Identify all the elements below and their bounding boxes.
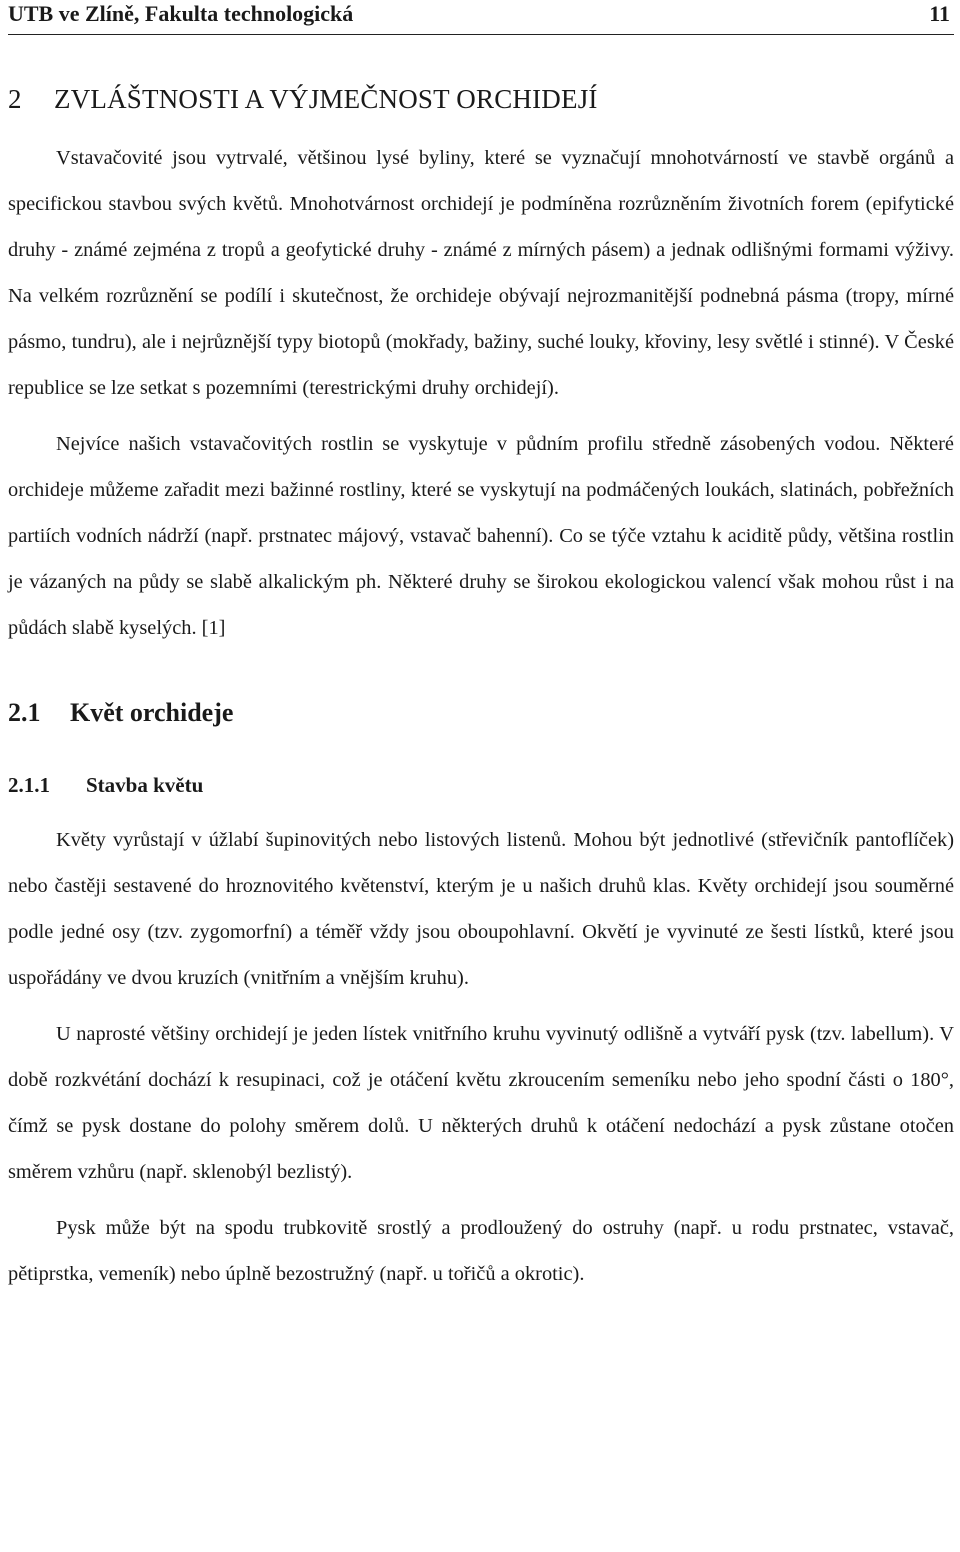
section-heading: [8, 693, 954, 733]
paragraph: U naprosté většiny orchidejí je jeden lístek vnitřního kruhu vyvinutý odlišně a vytváří pysk (tzv. labellum). V době rozkvétání dochází k resupinaci, což je otáčení květu zkroucením semeníku nebo jeho spodní části o 180°, čímž se pysk dostane do polohy směrem dolů. U některých druhů k otáčení nedochází a pysk zůstane otočen směrem vzhůru (např. sklenobýl bezlistý).: [8, 1023, 954, 1183]
chapter-heading: [8, 79, 954, 119]
subsection-title: Stavba květu: [86, 773, 204, 797]
paragraph: Vstavačovité jsou vytrvalé, většinou lysé byliny, které se vyznačují mnohotvárností ve stavbě orgánů a specifickou stavbou svých květů. Mnohotvárnost orchidejí je podmíněna rozrůzněním životních forem (epifytické druhy - známé zejména z tropů a geofytické druhy - známé z mírných pásem) a jednak odlišnými formami výživy. Na velkém rozrůznění se podílí i skutečnost, že orchideje obývají nejrozmanitější podnebná pásma (tropy, mírné pásmo, tundru), ale i nejrůznější typy biotopů (mokřady, bažiny, suché louky, křoviny, lesy světlé i stinné). V České republice se lze setkat s pozemními (terestrickými druhy orchidejí).: [8, 147, 954, 399]
paragraph: Nejvíce našich vstavačovitých rostlin se vyskytuje v půdním profilu středně zásobených vodou. Některé orchideje můžeme zařadit mezi bažinné rostliny, které se vyskytují na podmáčených loukách, slatinách, pobřežních partiích vodních nádrží (např. prstnatec májový, vstavač bahenní). Co se týče vztahu k aciditě půdy, většina rostlin je vázaných na půdy se slabě alkalickým ph. Některé druhy se širokou ekologickou valencí však mohou růst i na půdách slabě kyselých. [1]: [8, 433, 954, 639]
document-page: [8, 0, 954, 1297]
running-header: [8, 0, 954, 35]
chapter-title: ZVLÁŠTNOSTI A VÝJMEČNOST ORCHIDEJÍ: [54, 84, 598, 114]
subsection-number: 2.1.1: [8, 773, 50, 797]
page-number: 11: [929, 1, 950, 26]
header-institution: UTB ve Zlíně, Fakulta technologická: [8, 1, 354, 26]
paragraph: Pysk může být na spodu trubkovitě srostlý a prodloužený do ostruhy (např. u rodu prstnatec, vstavač, pětiprstka, vemeník) nebo úplně bezostružný (např. u tořičů a okrotic).: [8, 1217, 954, 1285]
section-title: Květ orchideje: [70, 698, 234, 727]
paragraph: Květy vyrůstají v úžlabí šupinovitých nebo listových listenů. Mohou být jednotlivé (střevičník pantoflíček) nebo častěji sestavené do hroznovitého květenství, kterým je u našich druhů klas. Květy orchidejí jsou souměrné podle jedné osy (tzv. zygomorfní) a téměř vždy jsou oboupohlavní. Okvětí je vyvinuté ze šesti lístků, které jsou uspořádány ve dvou kruzích (vnitřním a vnějším kruhu).: [8, 829, 954, 989]
section-number: 2.1: [8, 698, 41, 727]
chapter-number: 2: [8, 84, 22, 114]
subsection-heading: [8, 769, 954, 801]
